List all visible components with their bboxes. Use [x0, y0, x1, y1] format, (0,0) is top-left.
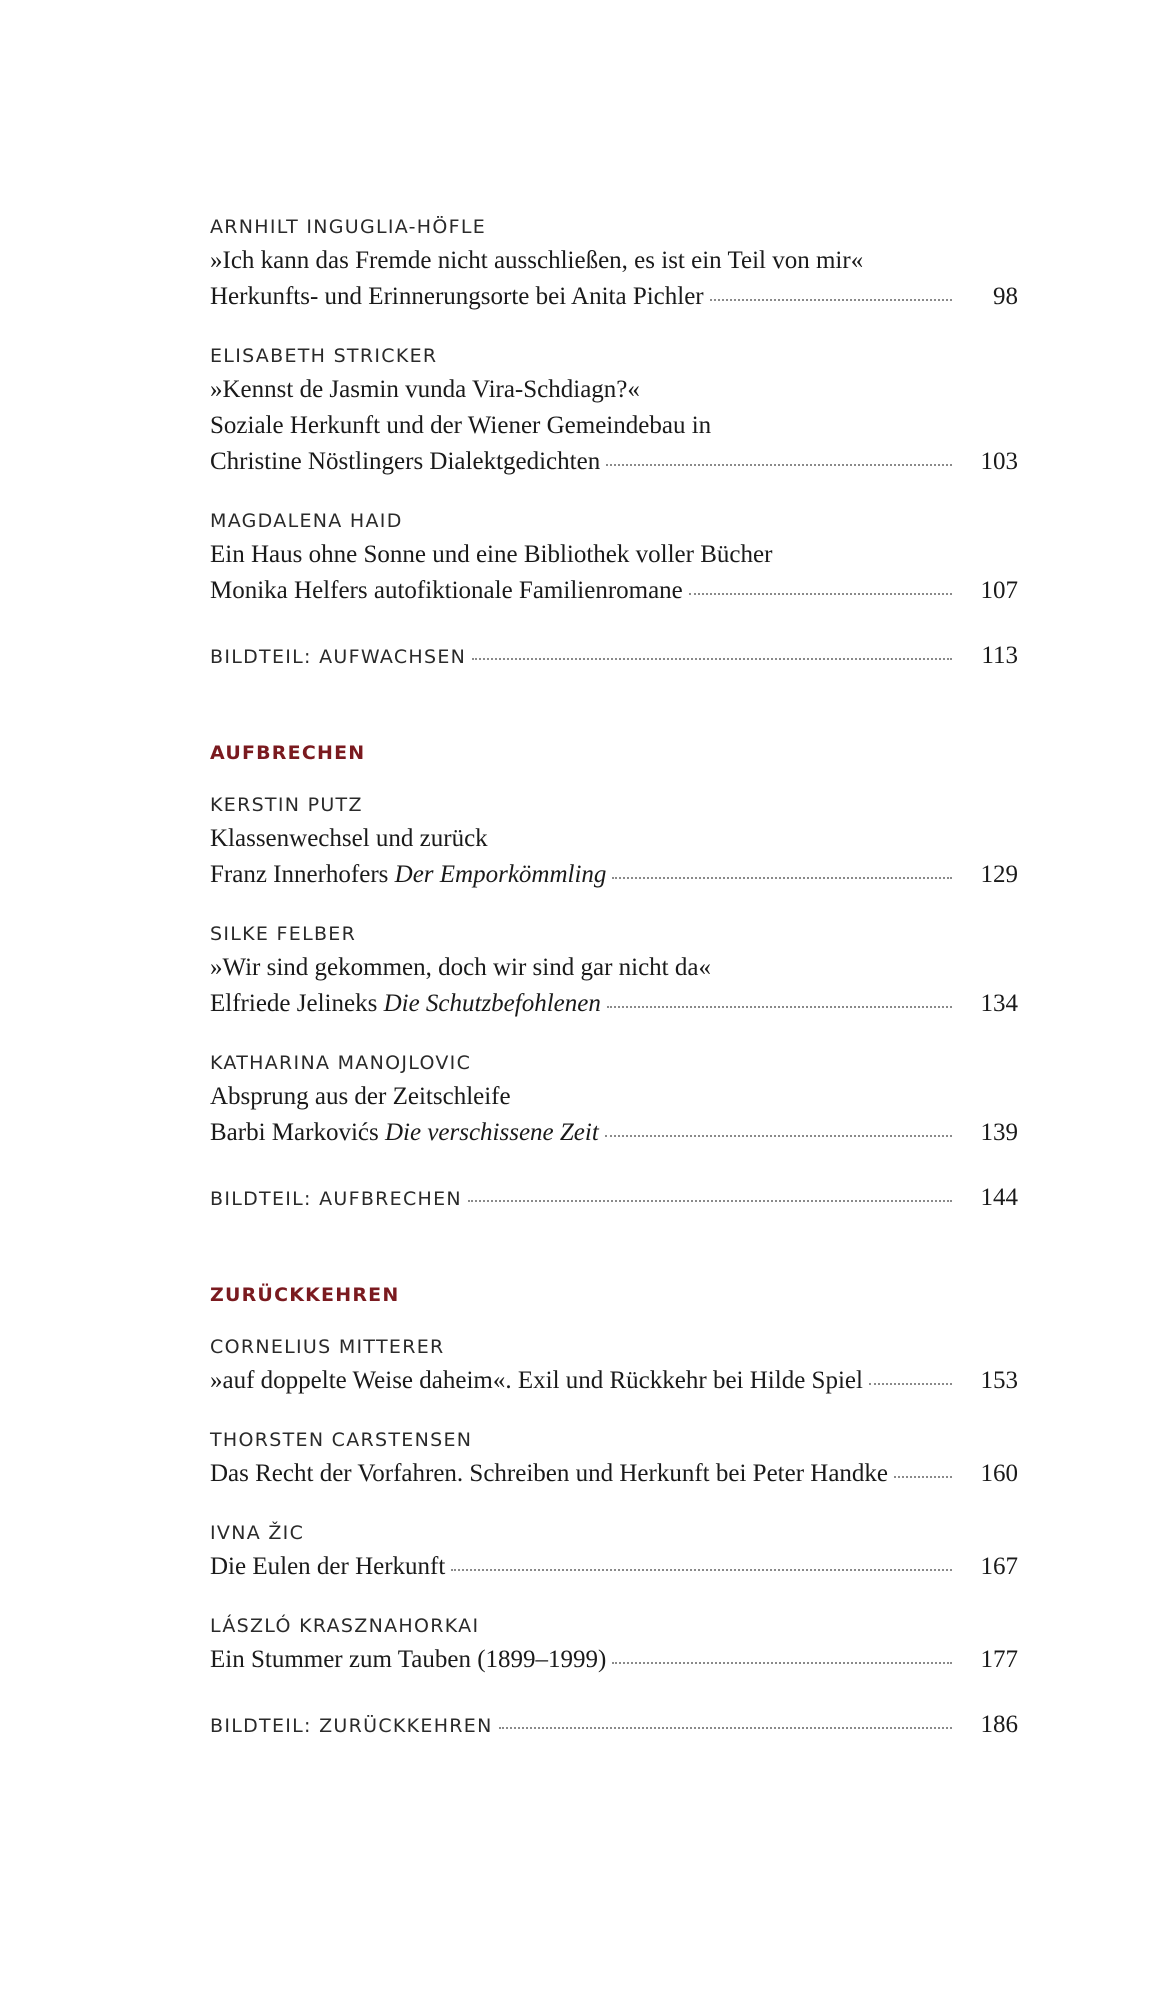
entry-author: IVNA ŽIC [210, 1522, 305, 1544]
dot-leader [869, 1382, 952, 1385]
page-number: 167 [980, 1553, 1018, 1580]
section-heading: AUFBRECHEN [210, 742, 366, 764]
page-number: 98 [993, 283, 1018, 310]
dot-leader [612, 876, 952, 879]
dot-leader [499, 1726, 952, 1729]
title-text: »Ich kann das Fremde nicht ausschließen, es ist ein Teil von mir« [210, 247, 864, 274]
entry-title-line [210, 243, 1018, 279]
page-number: 160 [980, 1460, 1018, 1487]
dot-leader [612, 1661, 952, 1664]
title-text: Soziale Herkunft und der Wiener Gemeindebau in [210, 412, 712, 439]
entry-title-line [210, 1115, 1018, 1151]
title-text: Christine Nöstlingers Dialektgedichten [210, 448, 601, 475]
toc-section [210, 1283, 1018, 1744]
toc-entry[interactable] [210, 215, 1018, 315]
entry-author: SILKE FELBER [210, 923, 357, 945]
entry-title-line [210, 408, 1018, 444]
page-number: 107 [980, 577, 1018, 604]
entry-author: THORSTEN CARSTENSEN [210, 1429, 473, 1451]
entry-title-text [210, 1363, 863, 1399]
work-title: Die Schutzbefohlenen [383, 990, 601, 1017]
entry-author: ARNHILT INGUGLIA-HÖFLE [210, 216, 487, 238]
title-text: Die Eulen der Herkunft [210, 1553, 446, 1580]
dot-leader [710, 298, 952, 301]
entry-title-text [210, 1456, 888, 1492]
entry-author: MAGDALENA HAID [210, 510, 403, 532]
title-text: Herkunfts- und Erinnerungsorte bei Anita Pichler [210, 283, 704, 310]
dot-leader [607, 1005, 952, 1008]
toc-entry[interactable] [210, 1521, 1018, 1585]
entry-title-text [210, 857, 606, 893]
title-text: Barbi Markovićs [210, 1119, 385, 1146]
entry-title-text [210, 1642, 606, 1678]
toc-entry[interactable] [210, 1051, 1018, 1151]
page-number: 153 [980, 1367, 1018, 1394]
bildteil-entry[interactable] [210, 638, 1018, 675]
toc-section [210, 741, 1018, 1217]
title-text: Das Recht der Vorfahren. Schreiben und Herkunft bei Peter Handke [210, 1460, 889, 1487]
toc-entry[interactable] [210, 1335, 1018, 1399]
title-text: Ein Haus ohne Sonne und eine Bibliothek voller Bücher [210, 541, 773, 568]
entry-title-text [210, 279, 704, 315]
title-text: Franz Innerhofers [210, 861, 395, 888]
entry-title-line [210, 1549, 1018, 1585]
title-text: Absprung aus der Zeitschleife [210, 1083, 511, 1110]
entry-author: KERSTIN PUTZ [210, 794, 363, 816]
work-title: Der Emporkömmling [394, 861, 607, 888]
title-text: Monika Helfers autofiktionale Familienromane [210, 577, 683, 604]
entry-title-line [210, 372, 1018, 408]
entry-title-line [210, 1456, 1018, 1492]
page-number: 186 [980, 1711, 1018, 1738]
entry-title-line [210, 444, 1018, 480]
bildteil-label: BILDTEIL: AUFBRECHEN [210, 1188, 462, 1210]
bildteil-label: BILDTEIL: ZURÜCKKEHREN [210, 1715, 493, 1737]
entry-title-line [210, 1079, 1018, 1115]
page-number: 129 [980, 861, 1018, 888]
toc-entry[interactable] [210, 344, 1018, 480]
bildteil-entry[interactable] [210, 1707, 1018, 1744]
dot-leader [689, 592, 952, 595]
title-text: »Kennst de Jasmin vunda Vira-Schdiagn?« [210, 376, 640, 403]
entry-author: CORNELIUS MITTERER [210, 1336, 445, 1358]
toc-entry[interactable] [210, 1428, 1018, 1492]
entry-author: KATHARINA MANOJLOVIC [210, 1052, 472, 1074]
entry-title-line [210, 537, 1018, 573]
toc-entry[interactable] [210, 1614, 1018, 1678]
dot-leader [468, 1199, 952, 1202]
entry-title-text [210, 573, 683, 609]
work-title: Die verschissene Zeit [384, 1119, 599, 1146]
entry-title-line [210, 573, 1018, 609]
entry-author: ELISABETH STRICKER [210, 345, 438, 367]
entry-title-text [210, 986, 601, 1022]
title-text: »auf doppelte Weise daheim«. Exil und Rückkehr bei Hilde Spiel [210, 1367, 863, 1394]
bildteil-line [210, 1707, 1018, 1744]
page-number: 113 [981, 642, 1018, 669]
toc-section [210, 215, 1018, 675]
title-text: Elfriede Jelineks [210, 990, 384, 1017]
bildteil-line [210, 1180, 1018, 1217]
bildteil-line [210, 638, 1018, 675]
dot-leader [451, 1568, 952, 1571]
page-number: 144 [980, 1184, 1018, 1211]
entry-title-line [210, 857, 1018, 893]
table-of-contents [210, 215, 1018, 1744]
page-number: 103 [980, 448, 1018, 475]
dot-leader [605, 1134, 952, 1137]
bildteil-label: BILDTEIL: AUFWACHSEN [210, 646, 467, 668]
page-number: 134 [980, 990, 1018, 1017]
entry-title-line [210, 821, 1018, 857]
entry-title-text [210, 444, 600, 480]
entry-title-line [210, 986, 1018, 1022]
section-heading: ZURÜCKKEHREN [210, 1284, 400, 1306]
entry-author: LÁSZLÓ KRASZNAHORKAI [210, 1615, 480, 1637]
page-number: 177 [980, 1646, 1018, 1673]
entry-title-text [210, 1115, 599, 1151]
toc-entry[interactable] [210, 509, 1018, 609]
bildteil-entry[interactable] [210, 1180, 1018, 1217]
entry-title-line [210, 1363, 1018, 1399]
dot-leader [894, 1475, 952, 1478]
page-number: 139 [980, 1119, 1018, 1146]
title-text: Klassenwechsel und zurück [210, 825, 488, 852]
entry-title-line [210, 1642, 1018, 1678]
title-text: »Wir sind gekommen, doch wir sind gar nicht da« [210, 954, 711, 981]
toc-entry[interactable] [210, 922, 1018, 1022]
dot-leader [472, 657, 952, 660]
title-text: Ein Stummer zum Tauben (1899–1999) [210, 1646, 607, 1673]
dot-leader [606, 463, 952, 466]
toc-entry[interactable] [210, 793, 1018, 893]
entry-title-line [210, 279, 1018, 315]
entry-title-text [210, 1549, 445, 1585]
entry-title-line [210, 950, 1018, 986]
